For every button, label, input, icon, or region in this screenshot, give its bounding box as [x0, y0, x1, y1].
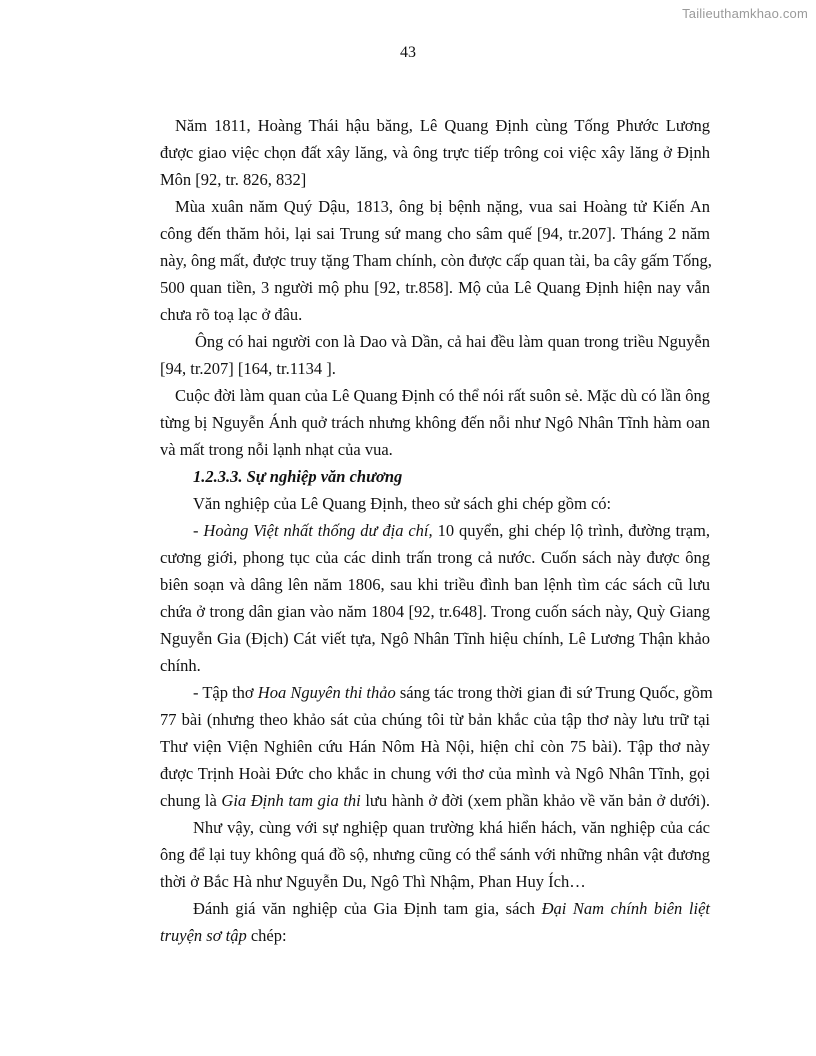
- book-title: Đại Nam chính biên liệt: [541, 899, 710, 918]
- section-heading: 1.2.3.3. Sự nghiệp văn chương: [193, 467, 403, 486]
- text-line: chưa rõ toạ lạc ở đâu.: [160, 305, 303, 324]
- text-line: Cuộc đời làm quan của Lê Quang Định có thể nói rất suôn sẻ. Mặc dù có lần ông: [175, 386, 710, 405]
- text-line: công đến thăm hỏi, lại sai Trung sứ mang cho sâm quế [94, tr.207]. Tháng 2 năm: [160, 224, 710, 243]
- page-number: 43: [400, 44, 416, 61]
- text-line: [160, 895, 710, 922]
- text-line: [160, 787, 710, 814]
- text-line: [94, tr.207] [164, tr.1134 ].: [160, 359, 336, 378]
- text-line: Thư viện Viện Nghiên cứu Hán Nôm Hà Nội, hiện chỉ còn 75 bài). Tập thơ này: [160, 737, 710, 756]
- text-run: chung là: [160, 791, 222, 810]
- text-line: chứa ở trong dân gian vào năm 1804 [92, tr.648]. Trong cuốn sách này, Quỳ Giang: [160, 602, 710, 621]
- book-title: Gia Định tam gia thi: [221, 791, 361, 810]
- text-run: - Tập thơ: [193, 683, 258, 702]
- text-line: 500 quan tiền, 3 người mộ phu [92, tr.858]. Mộ của Lê Quang Định hiện nay vẫn: [160, 278, 710, 297]
- text-line: [160, 922, 710, 949]
- text-line: ông để lại tuy không quá đồ sộ, nhưng cũng có thể sánh với những nhân vật đương: [160, 845, 710, 864]
- text-line: chính.: [160, 656, 201, 675]
- watermark: Tailieuthamkhao.com: [682, 6, 808, 21]
- text-line: được giao việc chọn đất xây lăng, và ông trực tiếp trông coi việc xây lăng ở Định: [160, 143, 710, 162]
- text-line: biên soạn và dâng lên năm 1806, sau khi triều đình ban lệnh tìm các sách cũ lưu: [160, 575, 710, 594]
- text-line: Ông có hai người con là Dao và Dần, cả hai đều làm quan trong triều Nguyễn: [195, 332, 710, 351]
- document-body: [160, 112, 713, 949]
- book-title: truyện sơ tập: [160, 926, 247, 945]
- book-title: Hoàng Việt nhất thống dư địa chí,: [203, 521, 433, 540]
- text-line: Năm 1811, Hoàng Thái hậu băng, Lê Quang Định cùng Tống Phước Lương: [175, 116, 710, 135]
- book-title: Hoa Nguyên thi thảo: [257, 683, 396, 702]
- text-line: Như vậy, cùng với sự nghiệp quan trường khá hiển hách, văn nghiệp của các: [193, 818, 710, 837]
- text-run: 10 quyển, ghi chép lộ trình, đường trạm,: [432, 521, 710, 540]
- text-line: Văn nghiệp của Lê Quang Định, theo sử sách ghi chép gồm có:: [193, 494, 612, 513]
- text-line: thời ở Bắc Hà như Nguyễn Du, Ngô Thì Nhậm, Phan Huy Ích…: [160, 872, 586, 891]
- text-run: -: [193, 521, 204, 540]
- text-run: Đánh giá văn nghiệp của Gia Định tam gia, sách: [193, 899, 542, 918]
- text-run: lưu hành ở đời (xem phần khảo về văn bản ở dưới).: [360, 791, 710, 810]
- text-line: được Trịnh Hoài Đức cho khắc in chung với thơ của mình và Ngô Nhân Tĩnh, gọi: [160, 764, 710, 783]
- text-line: [160, 679, 713, 706]
- text-line: cương giới, phong tục của các dinh trấn trong cả nước. Cuốn sách này được ông: [160, 548, 710, 567]
- text-run: sáng tác trong thời gian đi sứ Trung Quốc, gồm: [395, 683, 713, 702]
- text-line: này, ông mất, được truy tặng Tham chính, còn được cấp quan tài, ba cây gấm Tống,: [160, 251, 712, 270]
- text-line: Môn [92, tr. 826, 832]: [160, 170, 307, 189]
- text-line: từng bị Nguyễn Ánh quở trách nhưng không đến nỗi như Ngô Nhân Tĩnh hàm oan: [160, 413, 710, 432]
- text-line: Mùa xuân năm Quý Dậu, 1813, ông bị bệnh nặng, vua sai Hoàng tử Kiến An: [175, 197, 710, 216]
- text-line: Nguyễn Gia (Địch) Cát viết tựa, Ngô Nhân Tĩnh hiệu chính, Lê Lương Thận khảo: [160, 629, 710, 648]
- text-line: [160, 517, 710, 544]
- text-run: chép:: [246, 926, 287, 945]
- text-line: 77 bài (nhưng theo khảo sát của chúng tôi từ bản khắc của tập thơ này lưu trữ tại: [160, 710, 710, 729]
- text-line: và mất trong nỗi lạnh nhạt của vua.: [160, 440, 393, 459]
